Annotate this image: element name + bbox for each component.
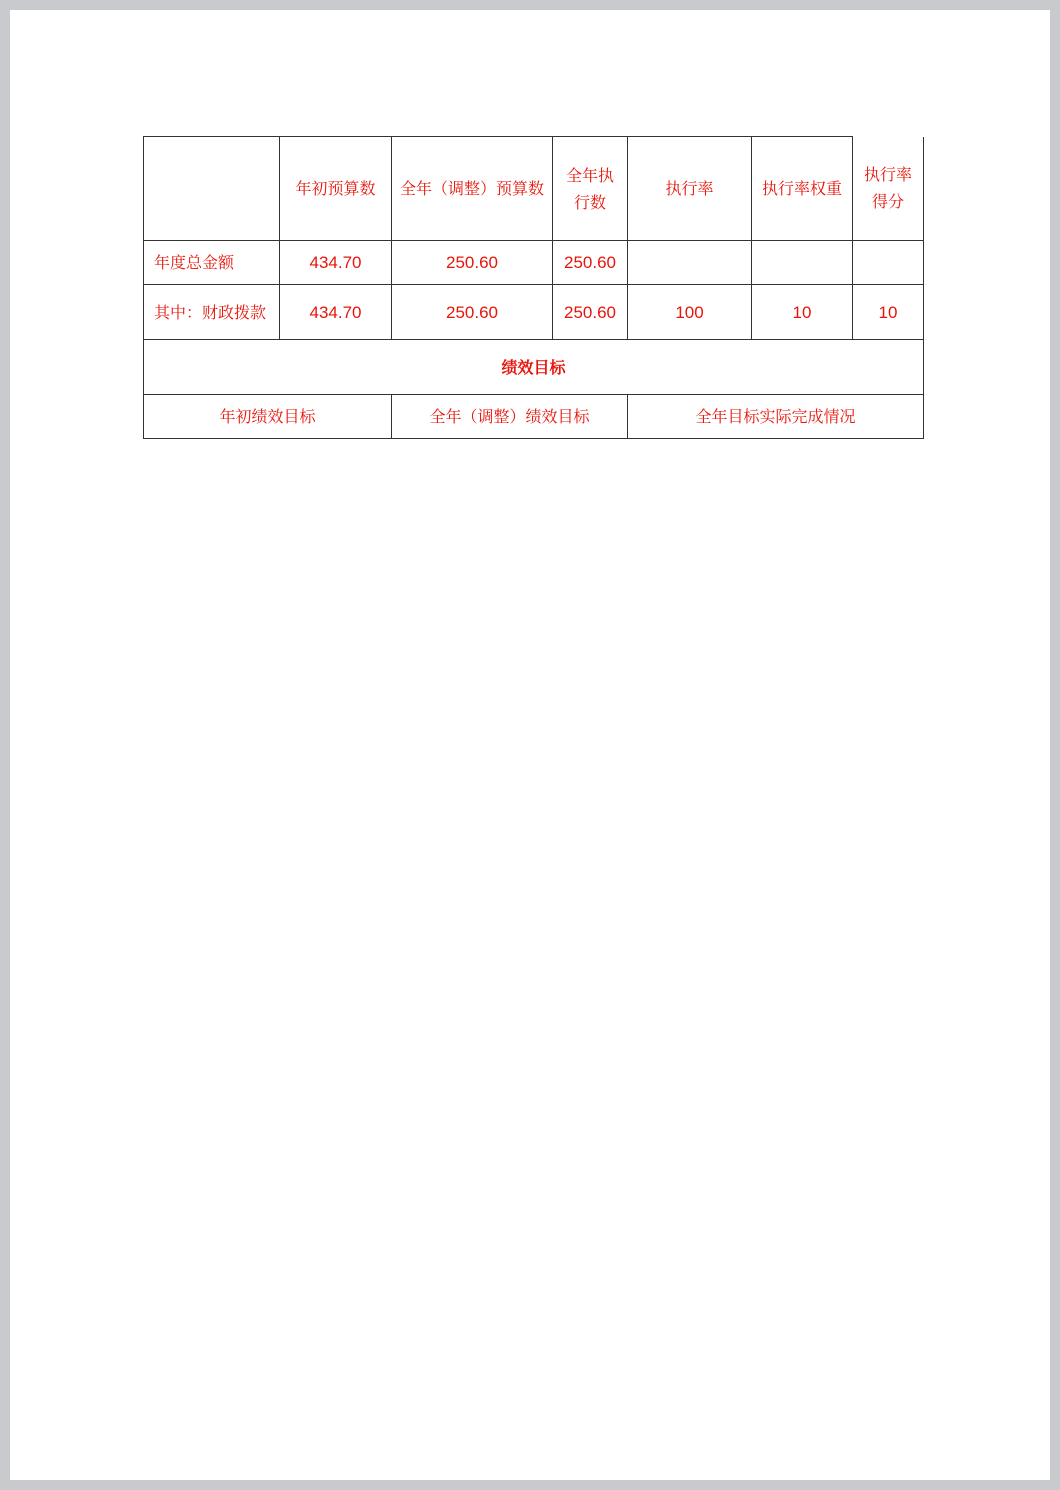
header-execution-rate: 执行率 [628,137,752,241]
document-page [10,10,1050,1480]
section-row [144,340,924,395]
table-row [144,285,924,340]
cell-rate-weight [752,241,853,285]
cell-annual-execution: 250.60 [553,285,628,340]
cell-rate-score [853,241,924,285]
goal-header-row [144,395,924,439]
cell-rate-weight: 10 [752,285,853,340]
cell-adjusted-budget: 250.60 [392,285,553,340]
cell-initial-budget: 434.70 [280,241,392,285]
cell-adjusted-budget: 250.60 [392,241,553,285]
header-annual-execution: 全年执行数 [553,137,628,241]
cell-execution-rate [628,241,752,285]
header-rate-score: 执行率得分 [853,137,924,241]
header-initial-goal: 年初绩效目标 [144,395,392,439]
table-header-row [144,137,924,241]
header-initial-budget: 年初预算数 [280,137,392,241]
header-adjusted-budget: 全年（调整）预算数 [392,137,553,241]
cell-rate-score: 10 [853,285,924,340]
header-blank-cell [144,137,280,241]
row-label: 其中：财政拨款 [144,285,280,340]
header-adjusted-goal: 全年（调整）绩效目标 [392,395,628,439]
cell-initial-budget: 434.70 [280,285,392,340]
section-title: 绩效目标 [144,340,924,395]
header-goal-completion: 全年目标实际完成情况 [628,395,924,439]
cell-execution-rate: 100 [628,285,752,340]
cell-annual-execution: 250.60 [553,241,628,285]
table-row [144,241,924,285]
header-rate-weight: 执行率权重 [752,137,853,241]
row-label: 年度总金额 [144,241,280,285]
budget-execution-table [143,136,924,439]
